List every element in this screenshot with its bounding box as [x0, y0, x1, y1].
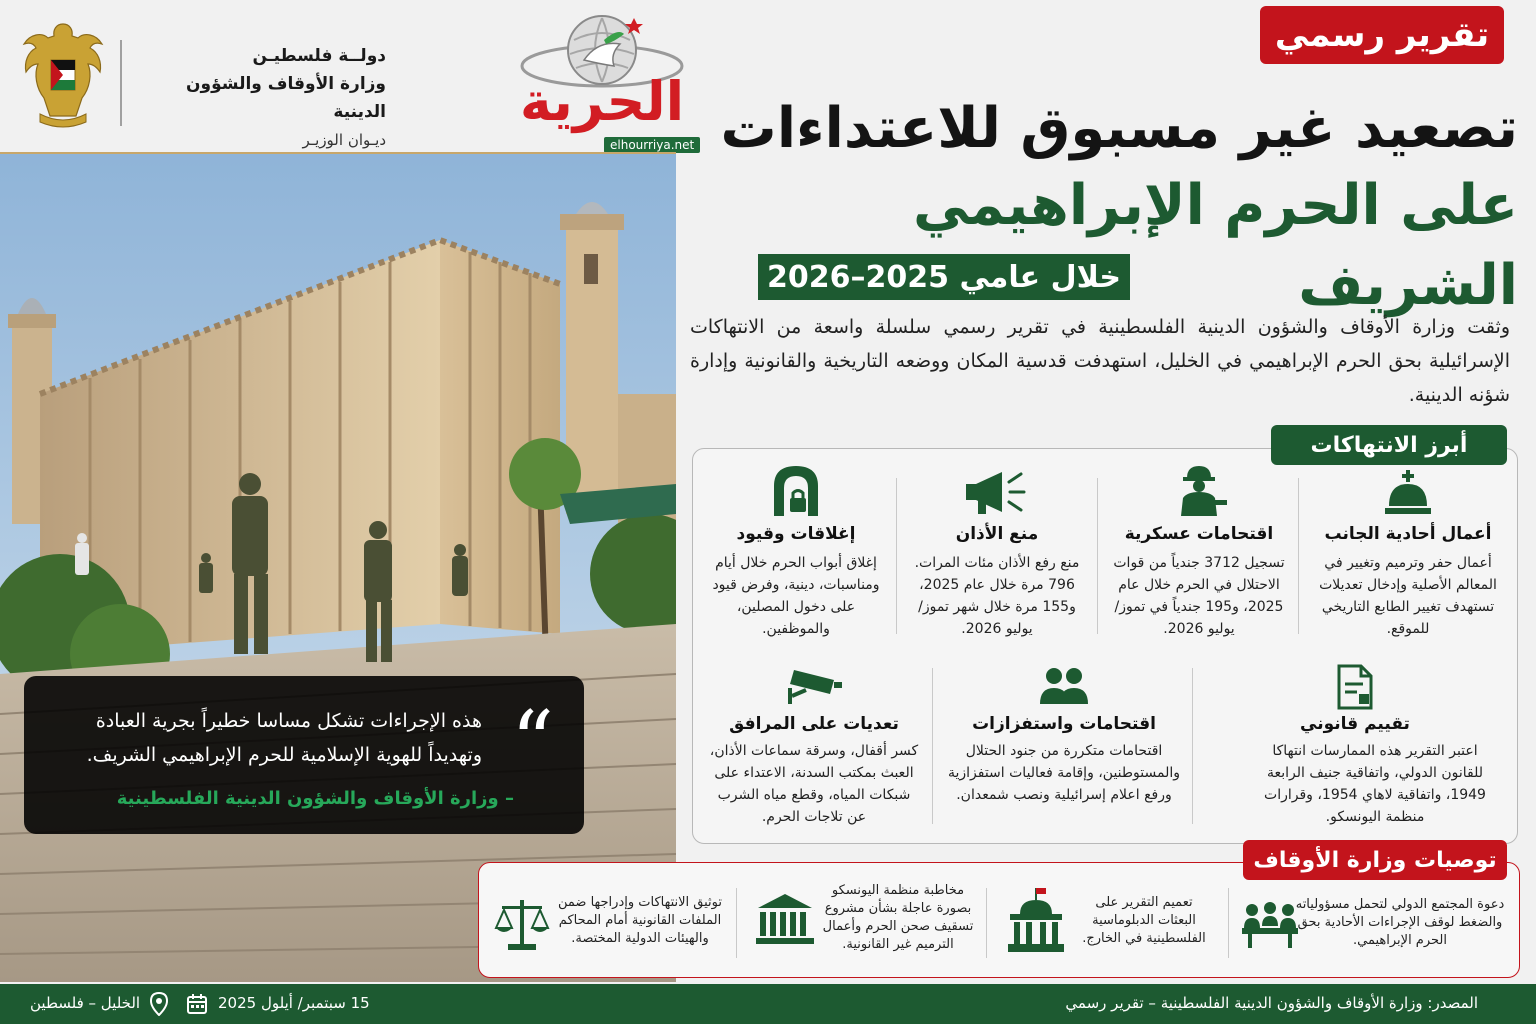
violation-body: منع رفع الأذان مئات المرات. 796 مرة خلال عام 2025، و155 مرة خلال شهر تموز/يوليو 2026.	[914, 555, 1080, 637]
recommendation-text: تعميم التقرير على البعثات الدبلوماسية الفلسطينية في الخارج.	[1082, 895, 1206, 946]
violation-card-military-raids	[1104, 462, 1294, 648]
main-title-line2: على الحرم الإبراهيمي الشريف	[912, 173, 1518, 318]
unesco-icon	[754, 892, 816, 946]
recommendation-card-unesco	[742, 878, 982, 974]
violation-title: تعديات على المرافق	[729, 714, 899, 734]
violation-body: اعتبر التقرير هذه الممارسات انتهاكا للقانون الدولي، واتفاقية جنيف الرابعة 1949، واتفاقية لاهاي 1954، وقرارات منظمة اليونسكو.	[1264, 743, 1486, 825]
meeting-table-icon	[1240, 898, 1300, 950]
violation-title: أعمال أحادية الجانب	[1324, 524, 1492, 544]
state-name: دولــة فلسطيـن	[252, 46, 386, 66]
violation-body: أعمال حفر وترميم وتغيير في المعالم الأصلية وإدخال تعديلات تستهدف تغيير الطابع التاريخي للموقع.	[1319, 555, 1497, 637]
footer-date: 15 سبتمبر/ أيلول 2025	[218, 994, 370, 1012]
violation-title: إغلاقات وقيود	[736, 524, 856, 544]
ministry-name: وزارة الأوقاف والشؤون الدينية	[186, 74, 386, 122]
logo-wordmark: الحرية	[519, 70, 685, 133]
government-building-icon	[1006, 886, 1066, 956]
violation-card-provocations	[940, 660, 1188, 836]
violation-title: تقييم قانوني	[1300, 714, 1410, 734]
minister-office: ديـوان الوزيـر	[302, 131, 386, 149]
violation-card-legal-assessment	[1200, 660, 1510, 836]
footer-bar	[0, 984, 1536, 1024]
recommendation-text: توثيق الانتهاكات وإدراجها ضمن الملفات القانونية أمام المحاكم والهيئات الدولية المختصة.	[557, 895, 723, 946]
dome-icon	[1383, 468, 1433, 518]
recommendation-text: دعوة المجتمع الدولي لتحمل مسؤولياته والضغط لوقف الإجراءات الأحادية بحق الحرم الإبراهيمي.	[1295, 897, 1505, 948]
violation-card-facility-damage	[700, 660, 928, 836]
footer-source: المصدر: وزارة الأوقاف والشؤون الدينية الفلسطينية – تقرير رسمي	[1065, 994, 1478, 1012]
violation-title: اقتحامات واستفزازات	[972, 714, 1156, 734]
recommendation-text: مخاطبة منظمة اليونسكو بصورة عاجلة بشأن مشروع تسقيف صحن الحرم وأعمال الترميم غير القانونية.	[822, 883, 974, 952]
ministry-divider	[120, 40, 122, 126]
quote-text: هذه الإجراءات تشكل مساسا خطيراً بجرية العبادة وتهديداً للهوية الإسلامية للحرم الإبراهيمي الشريف.	[86, 710, 482, 766]
violation-body: إغلاق أبواب الحرم خلال أيام ومناسبات، دينية، وفرض قيود على دخول المصلين، والموظفين.	[712, 555, 880, 637]
ibrahimi-mosque-photo	[0, 152, 676, 982]
group-icon	[1038, 666, 1090, 706]
violations-header: أبرز الانتهاكات	[1271, 425, 1507, 465]
recommendations-header: توصيات وزارة الأوقاف	[1243, 840, 1507, 880]
violation-card-unilateral-works	[1304, 462, 1512, 648]
lock-arch-icon	[770, 464, 822, 518]
soldier-icon	[1169, 464, 1229, 518]
logo-url[interactable]: elhourriya.net	[604, 137, 700, 153]
main-title-line1: تصعيد غير مسبوق للاعتداءات	[720, 96, 1518, 161]
quote-source: – وزارة الأوقاف والشؤون الدينية الفلسطينية	[116, 788, 514, 809]
calendar-icon	[186, 993, 208, 1015]
quote-mark-icon: “	[511, 693, 554, 791]
violations-divider	[1298, 478, 1299, 634]
location-pin-icon	[150, 992, 168, 1016]
violation-body: كسر أقفال، وسرقة سماعات الأذان، العبث بمكتب السدنة، الاعتداء على شبكات المياه، وقطع مياه الشرب عن تلاجات الحرم.	[709, 743, 919, 825]
legal-document-icon	[1335, 664, 1375, 710]
violation-title: منع الأذان	[955, 524, 1039, 544]
violations-divider	[932, 668, 933, 824]
recommendation-card-diplomatic	[992, 882, 1222, 972]
violation-body: تسجيل 3712 جندياً من قوات الاحتلال في الحرم خلال عام 2025، و195 جندياً في تموز/يوليو 2026.	[1113, 555, 1285, 637]
recommendations-divider	[1228, 888, 1229, 958]
years-banner: خلال عامي 2025–2026	[758, 254, 1130, 300]
violations-divider	[1097, 478, 1098, 634]
report-badge: تقرير رسمي	[1260, 6, 1504, 64]
intro-paragraph: وثقت وزارة الأوقاف والشؤون الدينية الفلسطينية في تقرير رسمي سلسلة واسعة من الانتهاكات الإسرائيلية بحق الحرم الإبراهيمي في الخليل، استهدفت قدسية المكان ووضعه التاريخية والقانونية وإدارة شؤنه الدينية.	[690, 316, 1510, 406]
recommendation-card-documentation	[488, 882, 732, 972]
alhourriya-logo	[484, 10, 720, 150]
violations-divider	[1192, 668, 1193, 824]
recommendations-divider	[986, 888, 987, 958]
cctv-camera-icon	[784, 666, 844, 706]
quote-box	[24, 676, 584, 834]
recommendations-divider	[736, 888, 737, 958]
palestine-eagle-emblem-icon	[20, 18, 106, 130]
violation-card-closures	[700, 462, 892, 648]
violation-card-adhan-ban	[902, 462, 1092, 648]
megaphone-icon	[964, 468, 1030, 516]
footer-location: الخليل – فلسطين	[30, 994, 141, 1012]
recommendation-card-international	[1234, 882, 1514, 972]
violation-title: اقتحامات عسكرية	[1124, 524, 1274, 544]
scales-icon	[494, 896, 550, 952]
violations-divider	[896, 478, 897, 634]
ministry-header	[20, 18, 386, 149]
violation-body: اقتحامات متكررة من جنود الحتلال والمستوطنين، وإقامة فعاليات استفزازية ورفع اعلام إسرائيلية ونصب شمعدان.	[947, 743, 1181, 803]
